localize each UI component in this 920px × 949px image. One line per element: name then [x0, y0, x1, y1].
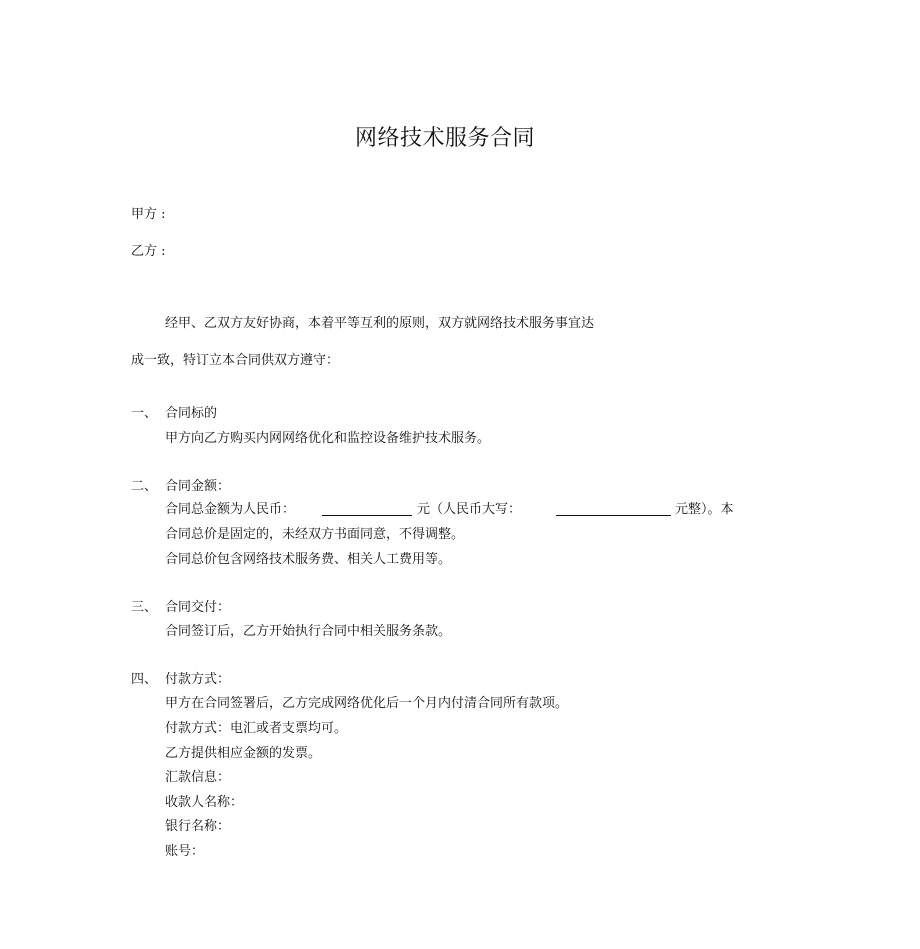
section-3-number: 三、: [131, 600, 158, 615]
intro-line-2: 成一致，特订立本合同供双方遵守：: [131, 353, 340, 368]
section-4-line-7: 账号：: [165, 844, 205, 859]
section-4-line-2: 付款方式：电汇或者支票均可。: [165, 721, 348, 736]
section-2-heading: 合同金额：: [165, 479, 231, 494]
section-4-line-6: 银行名称：: [165, 819, 231, 834]
party-a-label: 甲方 :: [131, 207, 166, 222]
amount-words-blank[interactable]: [556, 503, 671, 516]
section-3-line: 合同签订后，乙方开始执行合同中相关服务条款。: [165, 624, 452, 639]
section-2-line-1: 合同总价是固定的，未经双方书面同意，不得调整。: [165, 527, 465, 542]
amount-prefix: 合同总金额为人民币：: [165, 502, 296, 517]
party-b-label: 乙方 :: [131, 244, 166, 259]
amount-mid: 元（人民币大写：: [417, 502, 522, 517]
section-1-heading: 合同标的: [165, 406, 218, 421]
section-2-line-2: 合同总价包含网络技术服务费、相关人工费用等。: [165, 552, 452, 567]
section-3-heading: 合同交付：: [165, 600, 231, 615]
document-title: 网络技术服务合同: [354, 126, 535, 151]
section-4-heading: 付款方式：: [165, 672, 231, 687]
amount-suffix: 元整）。本: [675, 502, 734, 517]
section-1-number: 一、: [131, 406, 158, 421]
section-4-line-3: 乙方提供相应金额的发票。: [165, 746, 322, 761]
section-4-line-1: 甲方在合同签署后，乙方完成网络优化后一个月内付清合同所有款项。: [165, 696, 569, 711]
intro-line-1: 经甲、乙双方友好协商，本着平等互利的原则，双方就网络技术服务事宜达: [165, 316, 595, 331]
section-4-number: 四、: [131, 672, 158, 687]
section-2-number: 二、: [131, 479, 158, 494]
section-4-line-5: 收款人名称：: [165, 795, 244, 810]
section-4-line-4: 汇款信息：: [165, 770, 231, 785]
amount-blank[interactable]: [322, 503, 412, 516]
section-1-line: 甲方向乙方购买内网网络优化和监控设备维护技术服务。: [165, 431, 491, 446]
